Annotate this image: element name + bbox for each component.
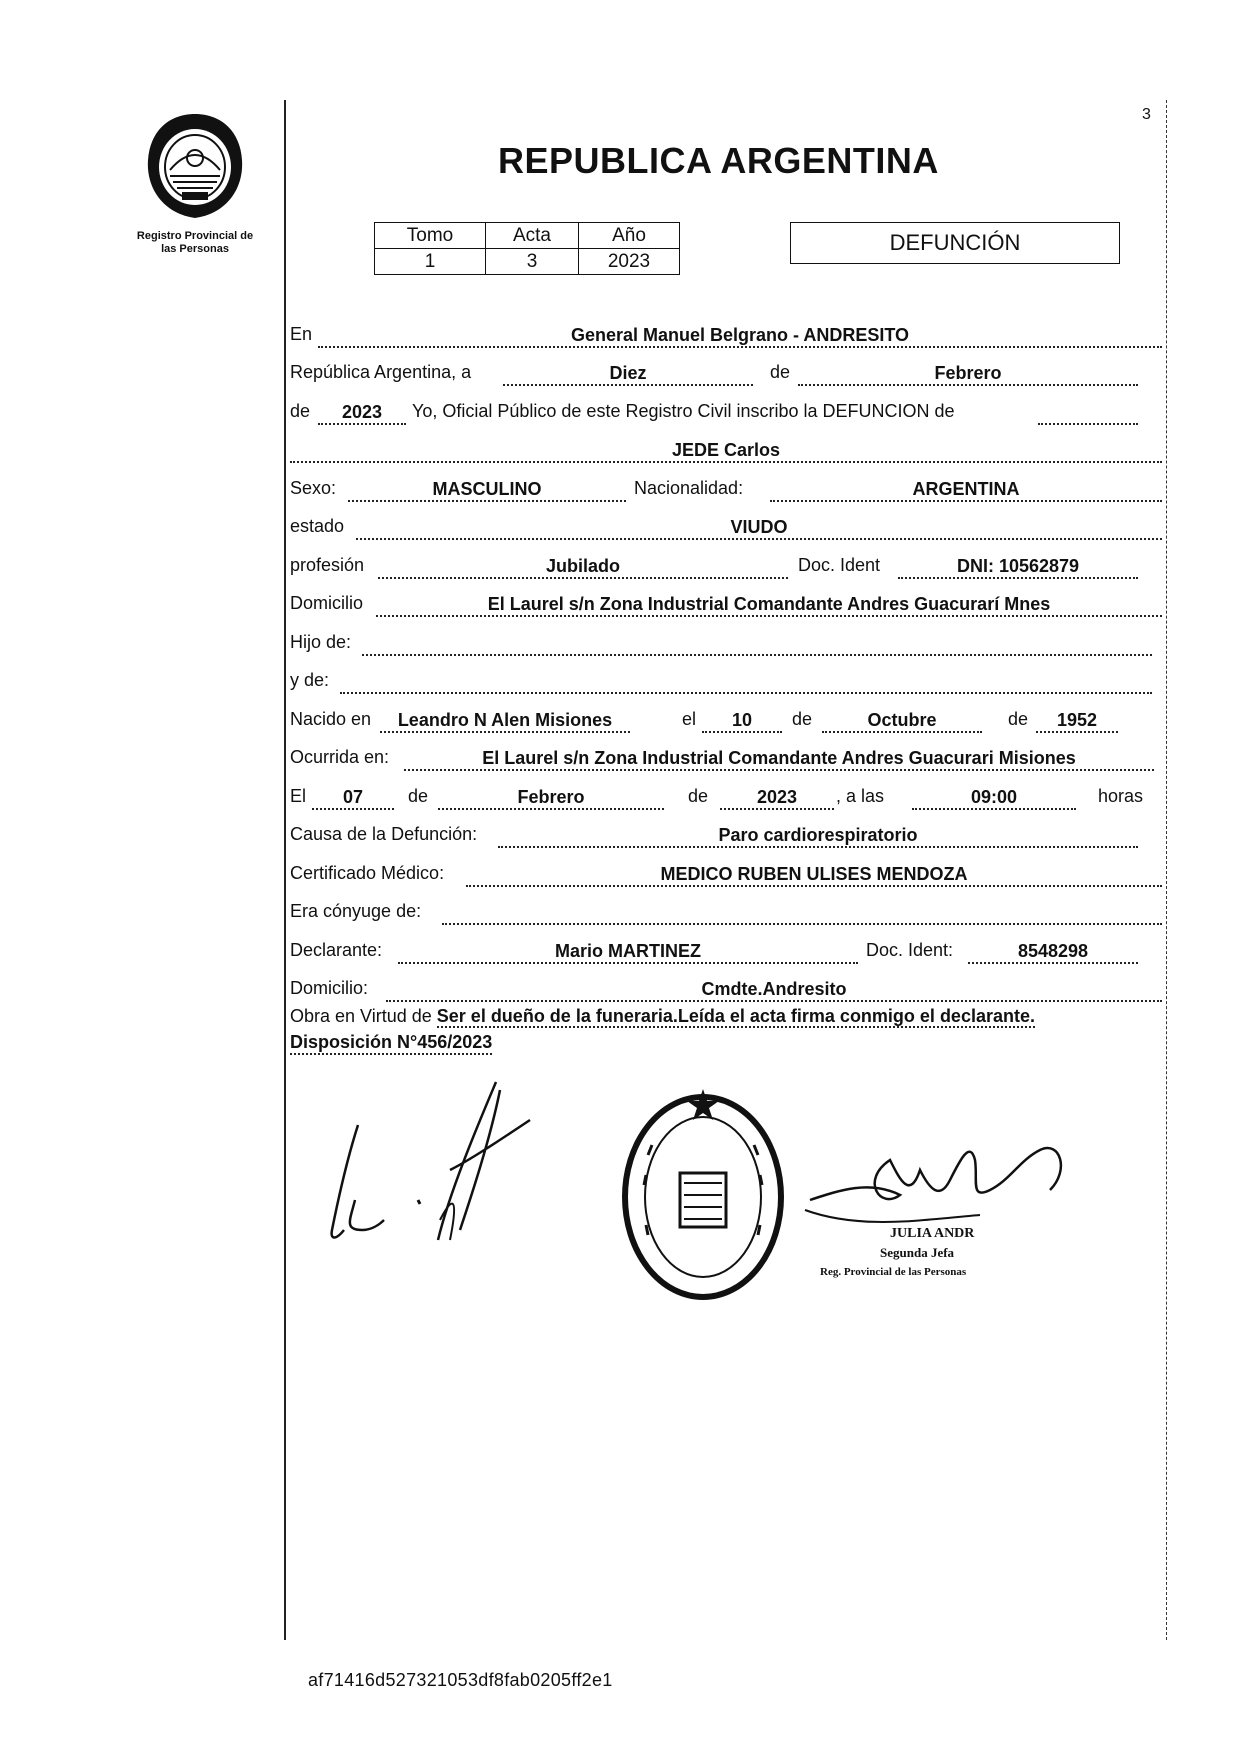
label-nacido: Nacido en — [290, 708, 372, 729]
field-el-hora: 09:00 — [912, 786, 1076, 810]
label-domicilio: Domicilio — [290, 593, 364, 613]
row-domicilio2 — [290, 968, 1162, 1007]
row-anio — [290, 390, 1162, 429]
field-certificado: MEDICO RUBEN ULISES MENDOZA — [466, 863, 1162, 887]
label-estado: estado — [290, 516, 345, 536]
field-nacido-anio: 1952 — [1036, 709, 1118, 733]
label-sexo: Sexo: — [290, 477, 337, 498]
row-obra — [290, 1006, 1162, 1070]
logo-caption-line1: Registro Provincial de — [136, 230, 254, 242]
field-fecha-dia: Diez — [503, 362, 753, 386]
field-obra: Ser el dueño de la funeraria.Leída el acta firma conmigo el declarante. — [436, 1006, 1035, 1026]
label-el-de: de — [408, 785, 429, 806]
field-nacido-lugar: Leandro N Alen Misiones — [380, 709, 630, 733]
label-nacido-el: el — [682, 708, 697, 729]
field-causa: Paro cardiorespiratorio — [498, 824, 1138, 848]
label-declarante-doc: Doc. Ident: — [866, 939, 954, 960]
field-declarante: Mario MARTINEZ — [398, 940, 858, 964]
label-causa: Causa de la Defunción: — [290, 824, 478, 844]
label-en: En — [290, 323, 313, 344]
obra-line — [290, 1006, 1035, 1027]
field-estado: VIUDO — [356, 516, 1162, 540]
row-certificado — [290, 852, 1162, 891]
field-anio-trail — [1038, 401, 1138, 425]
field-nombre: JEDE Carlos — [290, 439, 1162, 463]
label-anio-de: de — [290, 400, 311, 421]
field-hijo-de — [362, 632, 1152, 656]
stamp-official-name: JULIA ANDR — [890, 1226, 975, 1241]
page-number: 3 — [1142, 106, 1151, 123]
row-estado — [290, 506, 1162, 545]
label-el-de2: de — [688, 785, 709, 806]
field-declarante-doc: 8548298 — [968, 940, 1138, 964]
row-en — [290, 313, 1162, 352]
label-certificado: Certificado Médico: — [290, 862, 445, 883]
label-obra: Obra en Virtud de — [290, 1006, 432, 1026]
row-declarante — [290, 929, 1162, 968]
label-conyuge: Era cónyuge de: — [290, 901, 422, 921]
label-nacido-de2: de — [1008, 708, 1029, 729]
page-title: REPUBLICA ARGENTINA — [498, 140, 939, 181]
field-doc-ident: DNI: 10562879 — [898, 555, 1138, 579]
row-hijo-de — [290, 621, 1162, 660]
field-el-dia: 07 — [312, 786, 394, 810]
acta-value-anio: 2023 — [579, 249, 680, 275]
field-nacido-mes: Octubre — [822, 709, 982, 733]
field-en: General Manuel Belgrano - ANDRESITO — [318, 324, 1162, 348]
label-hijo-de: Hijo de: — [290, 631, 352, 652]
act-type-box: DEFUNCIÓN — [790, 222, 1120, 264]
logo-caption-line2: las Personas — [161, 243, 229, 255]
label-y-de: y de: — [290, 670, 330, 690]
misiones-seal-icon — [140, 110, 250, 222]
stamp-official-office: Reg. Provincial de las Personas — [820, 1266, 967, 1278]
label-el-horas: horas — [1098, 785, 1144, 806]
field-nacido-dia: 10 — [702, 709, 782, 733]
field-anio: 2023 — [318, 401, 406, 425]
acta-header-tomo: Tomo — [375, 223, 486, 249]
label-doc-ident: Doc. Ident — [798, 554, 881, 575]
field-y-de — [340, 670, 1152, 694]
acta-table — [374, 222, 680, 275]
row-domicilio — [290, 583, 1162, 622]
label-domicilio2: Domicilio: — [290, 978, 369, 998]
label-inscribo: Yo, Oficial Público de este Registro Civil inscribo la DEFUNCION de — [412, 400, 955, 421]
label-nacido-de: de — [792, 708, 813, 729]
field-domicilio: El Laurel s/n Zona Industrial Comandante Andres Guacurarí Mnes — [376, 593, 1162, 617]
document-hash: af71416d527321053df8fab0205ff2e1 — [308, 1670, 613, 1690]
stamp-official-title: Segunda Jefa — [880, 1245, 955, 1260]
official-signature-icon — [800, 1120, 1100, 1290]
acta-value-tomo: 1 — [375, 249, 486, 275]
field-sexo: MASCULINO — [348, 478, 626, 502]
field-ocurrida: El Laurel s/n Zona Industrial Comandante Andres Guacurari Misiones — [404, 747, 1154, 771]
acta-value-acta: 3 — [486, 249, 579, 275]
field-el-mes: Febrero — [438, 786, 664, 810]
registry-logo — [115, 110, 275, 256]
field-nacionalidad: ARGENTINA — [770, 478, 1162, 502]
row-causa — [290, 814, 1162, 853]
row-conyuge — [290, 891, 1162, 930]
label-nacionalidad: Nacionalidad: — [634, 477, 744, 498]
row-ocurrida — [290, 737, 1162, 776]
death-record-form — [290, 313, 1162, 1070]
label-profesion: profesión — [290, 554, 365, 575]
row-sexo — [290, 467, 1162, 506]
label-ocurrida: Ocurrida en: — [290, 747, 390, 767]
row-fecha — [290, 352, 1162, 391]
official-stamp-icon — [618, 1085, 788, 1305]
field-profesion: Jubilado — [378, 555, 788, 579]
left-margin-line — [284, 100, 286, 1640]
field-domicilio2: Cmdte.Andresito — [386, 978, 1162, 1002]
label-el-alas: , a las — [836, 785, 885, 806]
acta-header-acta: Acta — [486, 223, 579, 249]
row-nacido — [290, 698, 1162, 737]
label-fecha: República Argentina, a — [290, 362, 472, 382]
field-fecha-mes: Febrero — [798, 362, 1138, 386]
field-conyuge — [442, 901, 1162, 925]
right-margin-line — [1166, 100, 1167, 1640]
label-declarante: Declarante: — [290, 939, 383, 960]
row-profesion — [290, 544, 1162, 583]
label-fecha-de: de — [770, 362, 791, 382]
row-el — [290, 775, 1162, 814]
row-y-de — [290, 660, 1162, 699]
field-disposicion: Disposición N°456/2023 — [290, 1032, 492, 1055]
row-nombre — [290, 429, 1162, 468]
label-el: El — [290, 785, 307, 806]
acta-header-anio: Año — [579, 223, 680, 249]
field-el-anio: 2023 — [720, 786, 834, 810]
